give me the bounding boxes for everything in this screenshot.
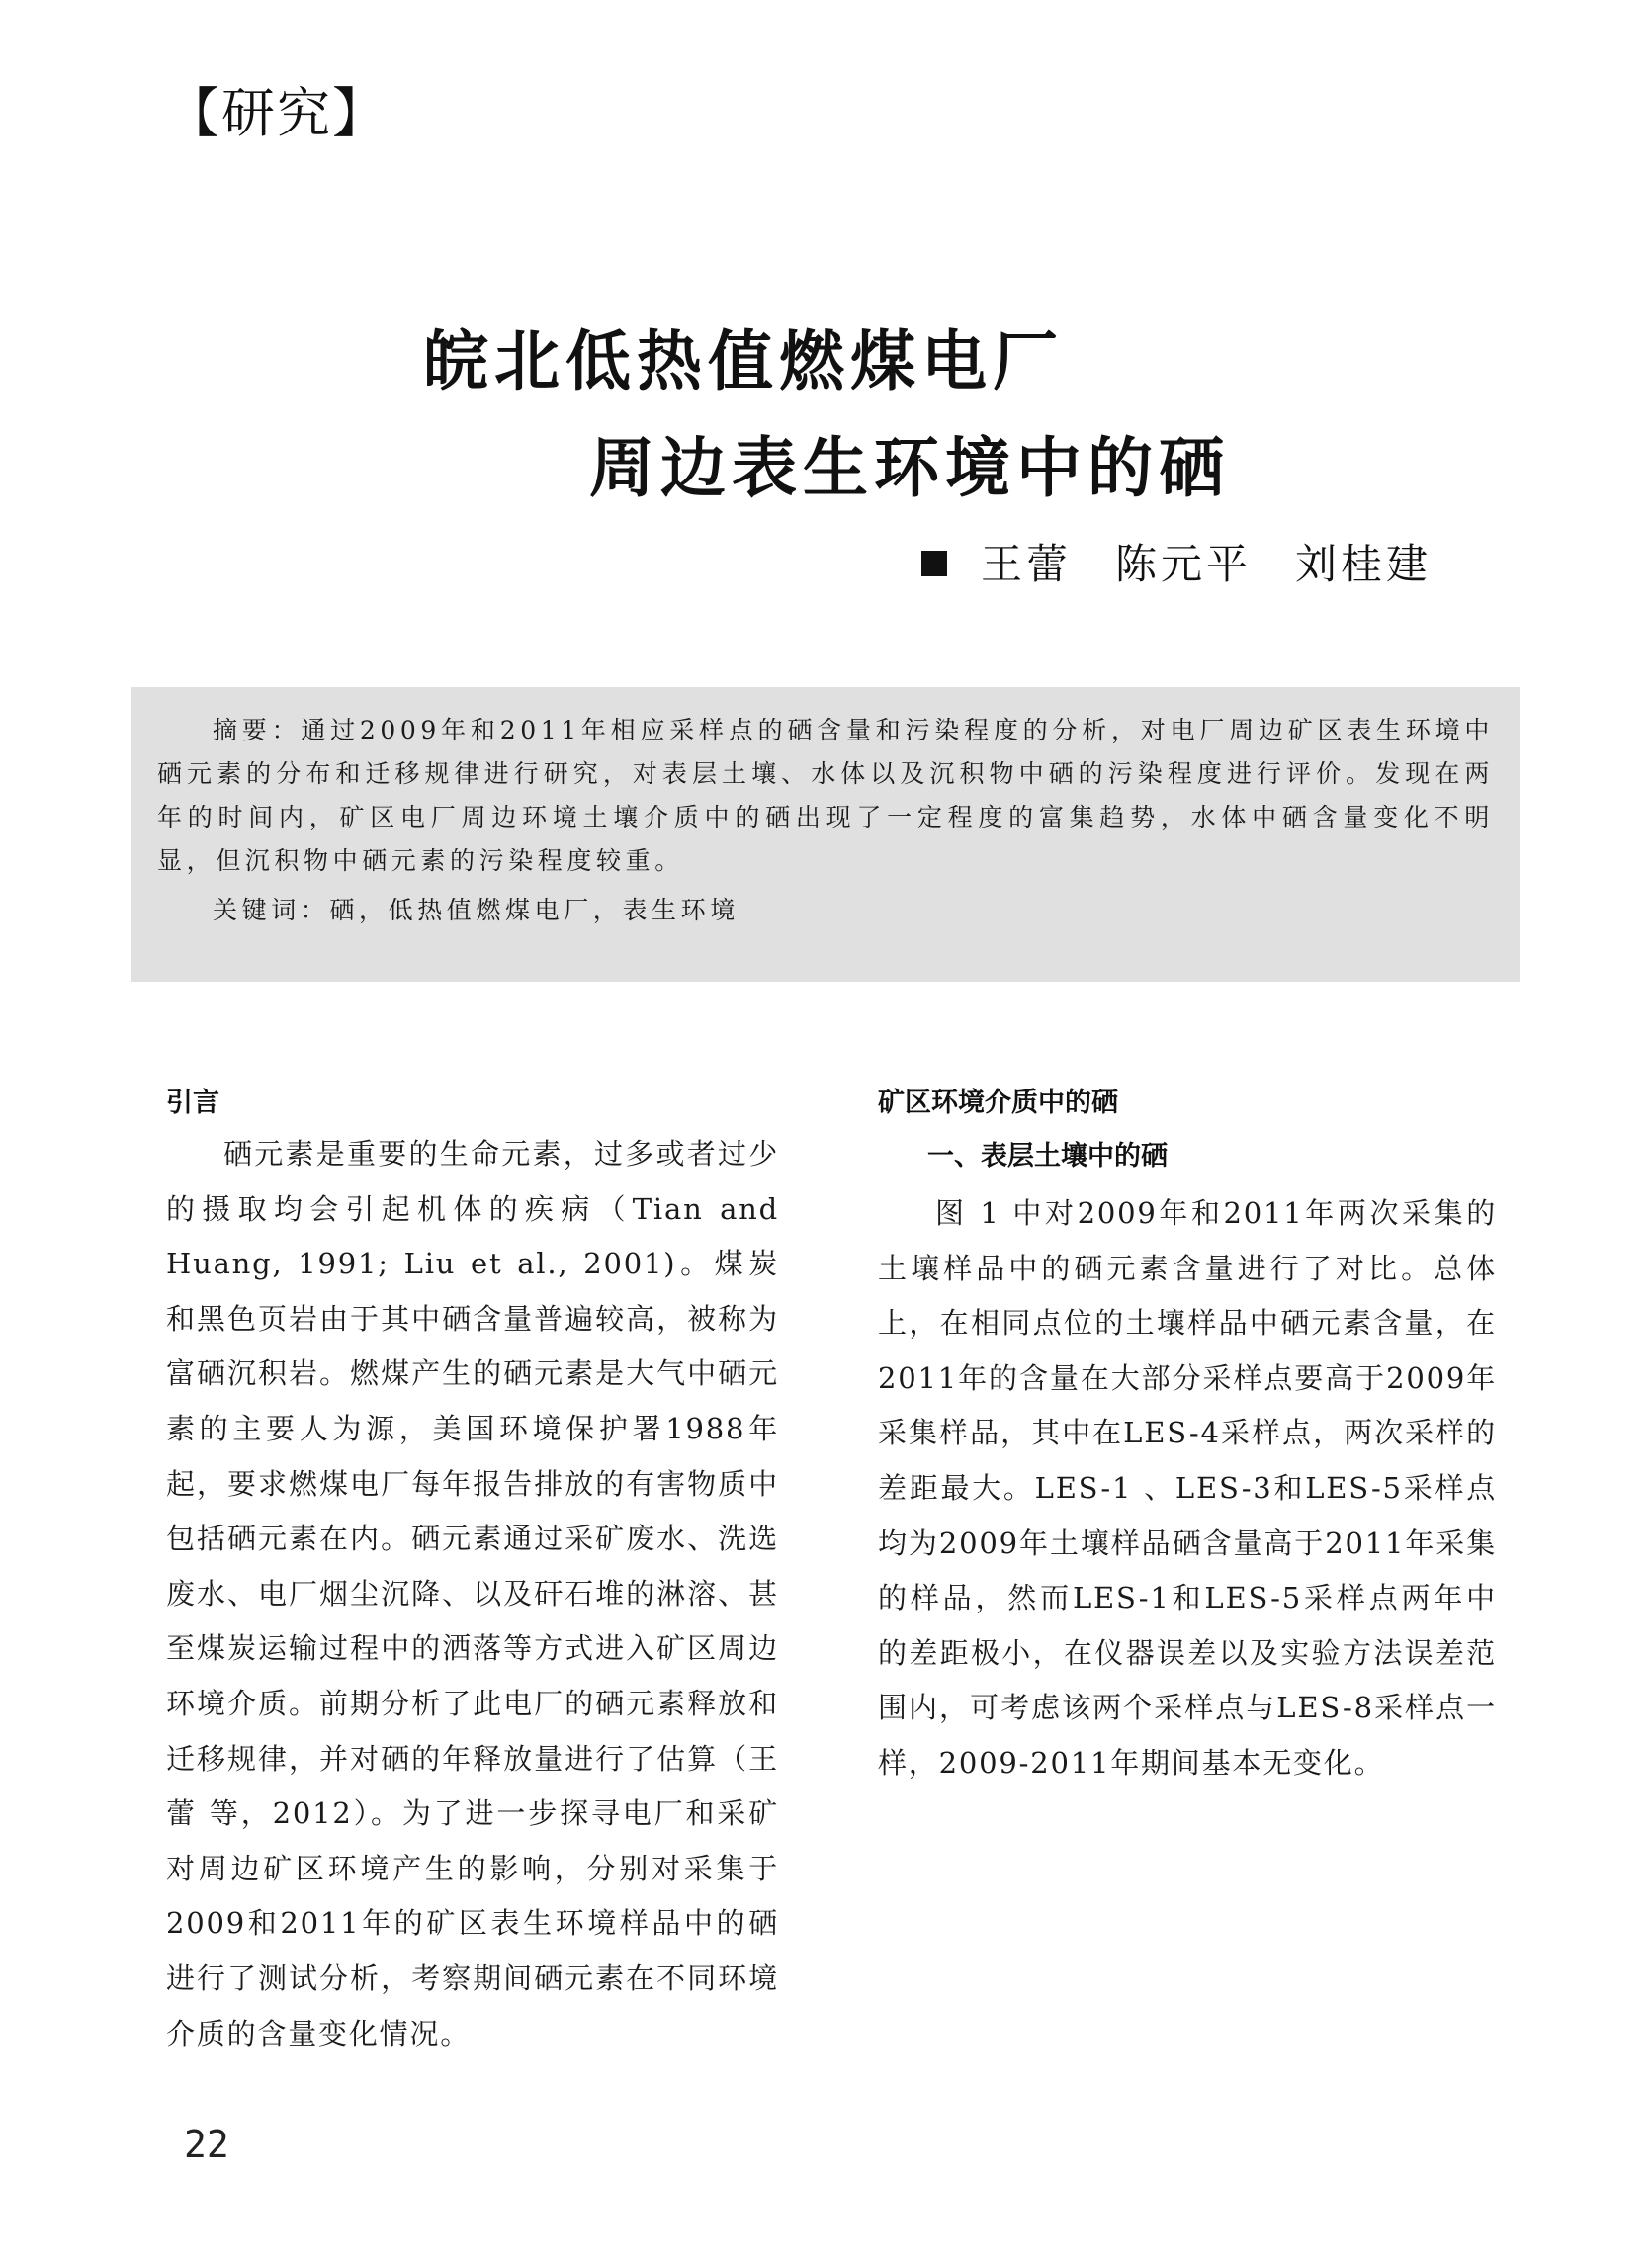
article-title-line-2: 周边表生环境中的硒: [589, 429, 1230, 506]
section-heading-introduction: 引言: [166, 1088, 219, 1118]
section-heading-selenium-in-media: 矿区环境介质中的硒: [878, 1088, 1118, 1118]
subsection-heading-surface-soil: 一、表层土壤中的硒: [927, 1141, 1168, 1172]
author-name: 刘桂建: [1295, 540, 1433, 588]
surface-soil-paragraph: 图 1 中对2009年和2011年两次采集的土壤样品中的硒元素含量进行了对比。总体上，在相同点位的土壤样品中硒元素含量，在2011年的含量在大部分采样点要高于2009年采集样品，其中在LES-4采样点，两次采样的差距最大。LES-1 、LES-3和LES-5采样点均为2009年土壤样品硒含量高于2011年采集的样品，然而LES-1和LES-5采样点两年中的差距极小，在仪器误差以及实验方法误差范围内，可考虑该两个采样点与LES-8采样点一样，2009-2011年期间基本无变化。: [878, 1196, 1497, 1780]
left-column: [166, 1088, 779, 2061]
abstract-text: 摘要：通过2009年和2011年相应采样点的硒含量和污染程度的分析，对电厂周边矿区表生环境中硒元素的分布和迁移规律进行研究，对表层土壤、水体以及沉积物中硒的污染程度进行评价。发现在两年的时间内，矿区电厂周边环境土壤介质中的硒出现了一定程度的富集趋势，水体中硒含量变化不明显，但沉积物中硒元素的污染程度较重。: [157, 716, 1494, 875]
square-bullet-icon: [921, 551, 947, 576]
section-tag: 【研究】: [166, 82, 388, 144]
introduction-paragraph: 硒元素是重要的生命元素，过多或者过少的摄取均会引起机体的疾病（Tian and Huang, 1991; Liu et al., 2001)。煤炭和黑色页岩由于其中硒含量普遍较高，被称为富硒沉积岩。燃煤产生的硒元素是大气中硒元素的主要人为源，美国环境保护署1988年起，要求燃煤电厂每年报告排放的有害物质中包括硒元素在内。硒元素通过采矿废水、洗选废水、电厂烟尘沉降、以及矸石堆的淋溶、甚至煤炭运输过程中的洒落等方式进入矿区周边环境介质。前期分析了此电厂的硒元素释放和迁移规律，并对硒的年释放量进行了估算（王蕾 等，2012）。为了进一步探寻电厂和采矿对周边矿区环境产生的影响，分别对采集于2009和2011年的矿区表生环境样品中的硒进行了测试分析，考察期间硒元素在不同环境介质的含量变化情况。: [166, 1137, 779, 2050]
author-name: 王蕾: [981, 540, 1073, 588]
author-list: [921, 540, 1433, 588]
abstract-box: [131, 687, 1520, 982]
right-column: [878, 1088, 1497, 1791]
keywords: 关键词：硒，低热值燃煤电厂，表生环境: [213, 896, 739, 924]
page-number: 22: [184, 2123, 229, 2166]
author-name: 陈元平: [1115, 540, 1253, 588]
article-title-line-1: 皖北低热值燃煤电厂: [423, 322, 1064, 399]
